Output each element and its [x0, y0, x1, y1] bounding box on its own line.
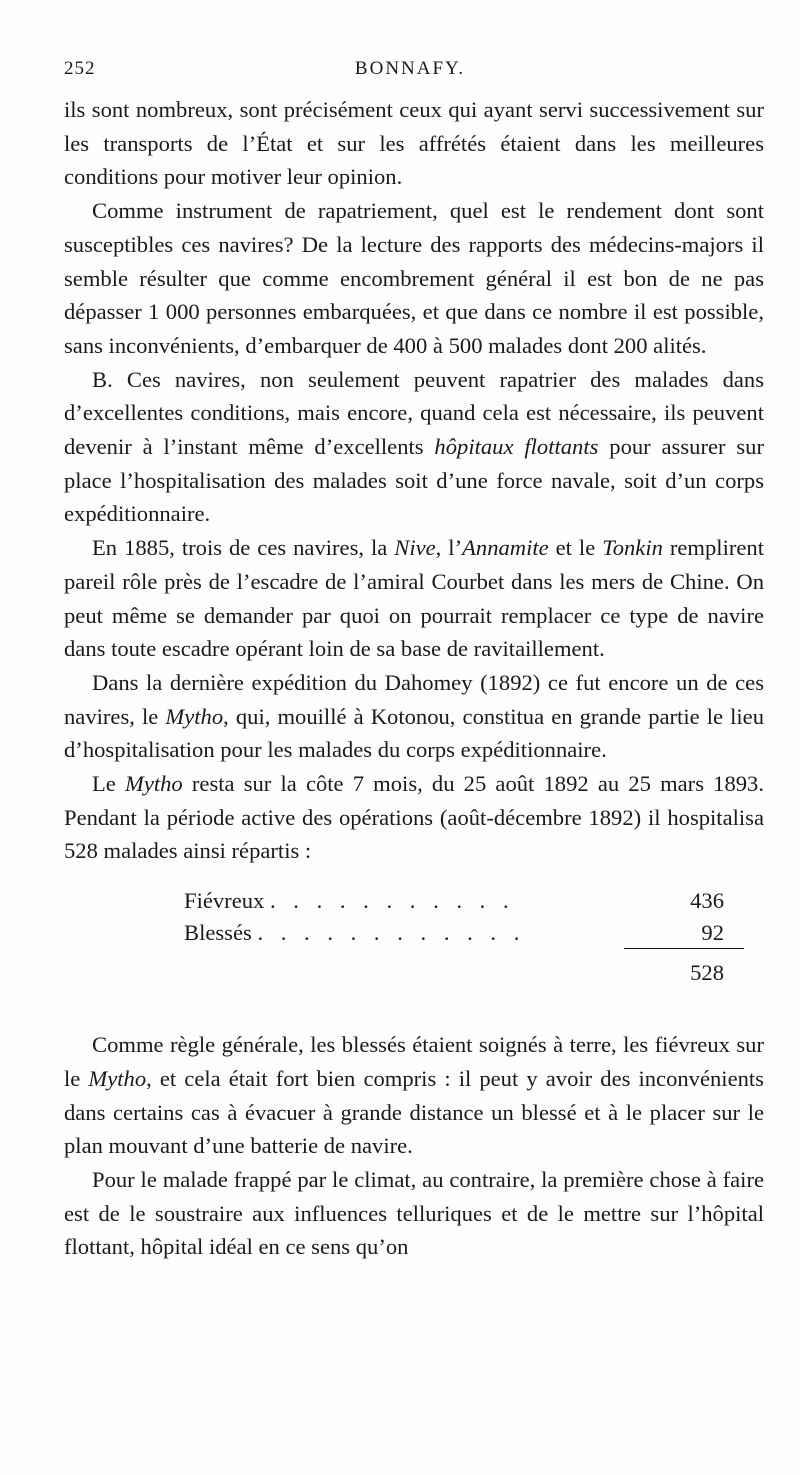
paragraph-dahomey	[64, 666, 764, 767]
tally-value: 436	[690, 888, 724, 914]
ship-name-nive: Nive	[394, 535, 436, 561]
tally-total: 528	[690, 960, 724, 986]
ship-name-mytho: Mytho	[165, 703, 224, 729]
tally-dots: . . . . . . . . . . .	[269, 888, 515, 914]
tally-value: 92	[701, 920, 724, 946]
text-span: En 1885, trois de ces navires, la	[92, 535, 395, 561]
tally-label	[184, 884, 515, 918]
tally-row-fievreux	[184, 884, 724, 918]
paragraph-continuation: ils sont nombreux, sont précisément ceux qui ayant servi successivement sur les transports de l’État et sur les affrétés étaient dans les meilleures conditions pour motiver leur opinion.	[64, 97, 764, 190]
ship-name-mytho: Mytho	[125, 771, 183, 797]
body-text	[64, 93, 764, 1264]
patients-tally	[64, 878, 764, 1028]
text-span: , qui, mouillé à Kotonou, constitua en grande partie le lieu d’hospitalisation pour les malades du corps expéditionnaire.	[64, 703, 764, 763]
paragraph-mytho-stay	[64, 767, 764, 868]
text-span: B. Ces navires, non seulement peuvent rapatrier des malades dans d’excellentes conditions, mais encore, quand cela est nécessaire, ils peuvent devenir à l’instant même d’excellents	[64, 366, 764, 460]
paragraph-repatriation: Comme instrument de rapatriement, quel est le rendement dont sont susceptibles ces navires? De la lecture des rapports des médecins-majors il semble résulter que comme encombrement général il est bon de ne pas dépasser 1 000 personnes embarquées, et que dans ce nombre il est possible, sans inconvénients, d’embarquer de 400 à 500 malades dont 200 alités.	[64, 198, 764, 358]
italic-span: hôpitaux flottants	[434, 434, 599, 460]
text-span: remplirent pareil rôle près de l’escadre de l’amiral Courbet dans les mers de Chine. On peut même se demander par quoi on pourrait remplacer ce type de navire dans toute escadre opérant loin de sa base de ravitaillement.	[64, 535, 764, 662]
tally-dots: . . . . . . . . . . . .	[257, 920, 526, 946]
text-span: Le	[92, 771, 125, 797]
paragraph-b-floating-hospitals	[64, 363, 764, 532]
paragraph-1885	[64, 531, 764, 666]
text-span: , l’	[435, 535, 463, 561]
text-span: Comme règle générale, les blessés étaient soignés à terre, les fiévreux sur le	[64, 1032, 764, 1091]
text-span: , et cela était fort bien compris : il peut y avoir des inconvénients dans certains cas à évacuer à grande distance un blessé et à le placer sur le plan mouvant d’une batterie de navire.	[64, 1065, 764, 1159]
ship-name-annamite: Annamite	[462, 535, 549, 561]
page-number: 252	[64, 58, 96, 79]
text-span: pour assurer sur place l’hospitalisation des malades soit d’une force navale, soit d’un corps expéditionnaire.	[64, 434, 764, 527]
paragraph-climate: Pour le malade frappé par le climat, au contraire, la première chose à faire est de le soustraire aux influences telluriques et de le mettre sur l’hôpital flottant, hôpital idéal en ce sens qu’on	[64, 1166, 764, 1260]
tally-label	[184, 916, 525, 950]
tally-label-text: Blessés	[184, 920, 252, 946]
tally-row-blesses	[184, 916, 724, 950]
ship-name-tonkin: Tonkin	[602, 535, 663, 561]
paragraph-general-rule	[64, 1028, 764, 1163]
text-span: Dans la dernière expédition du Dahomey (1892) ce fut encore un de ces navires, le	[64, 669, 764, 729]
text-span: resta sur la côte 7 mois, du 25 août 1892 au 25 mars 1893. Pendant la période active des opérations (août-décembre 1892) il hospitalisa 528 malades ainsi répartis :	[64, 771, 764, 864]
ship-name-mytho: Mytho	[88, 1065, 147, 1091]
tally-sum-rule	[624, 948, 744, 949]
tally-label-text: Fiévreux	[184, 888, 265, 914]
text-span: et le	[548, 535, 603, 561]
page-header	[64, 58, 756, 88]
running-head: BONNAFY.	[354, 58, 466, 79]
